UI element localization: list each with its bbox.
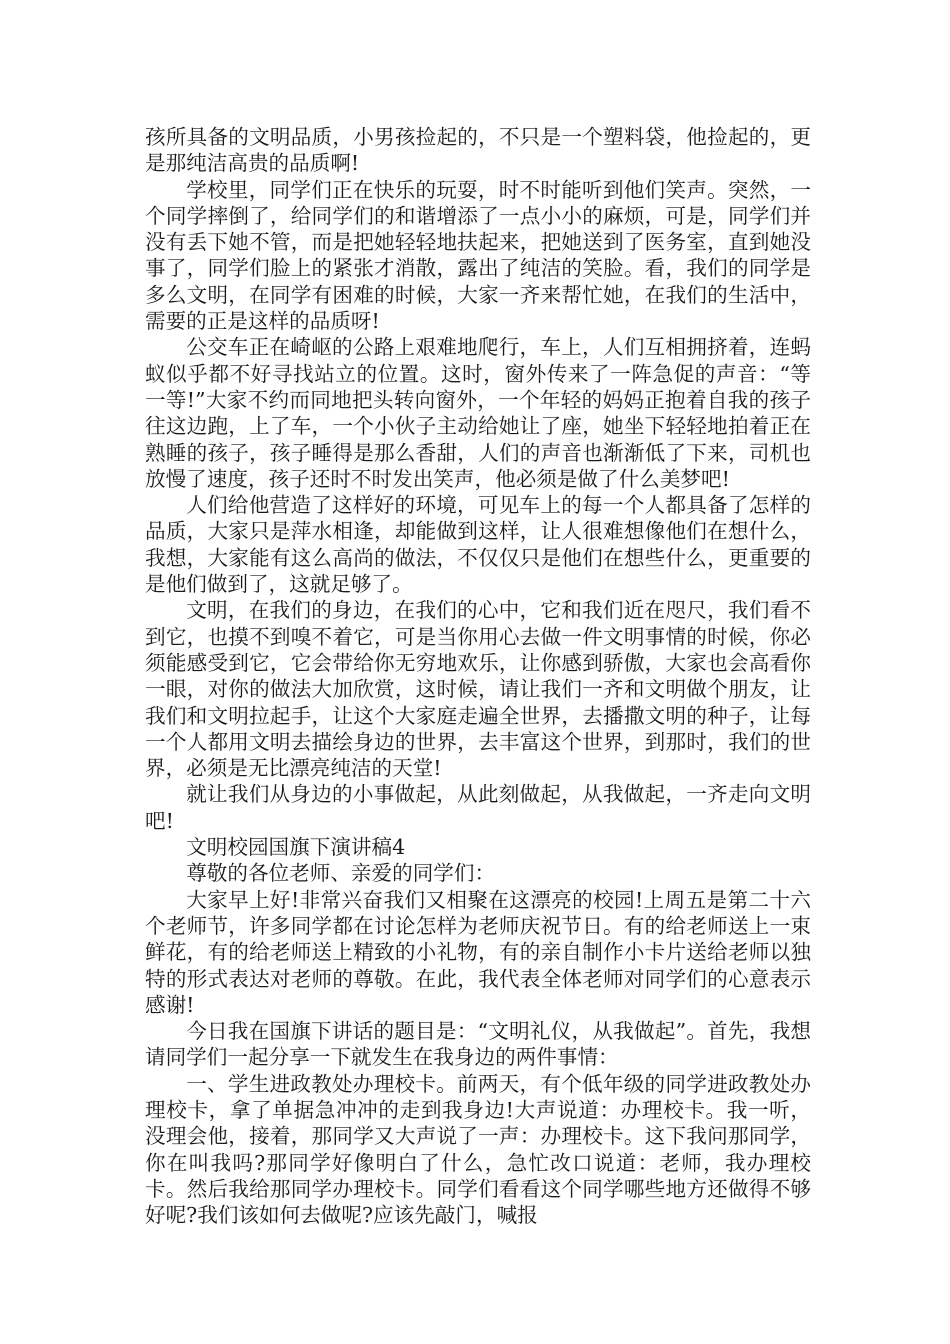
paragraph-school-playground: 学校里，同学们正在快乐的玩耍，时不时能听到他们笑声。突然，一个同学摔倒了，给同学们的和谐增添了一点小小的麻烦，可是，同学们并没有丢下她不管，而是把她轻轻地扶起来，把她送到了医务室，直到她没事了，同学们脸上的紧张才消散，露出了纯洁的笑脸。看，我们的同学是多么文明，在同学有困难的时候，大家一齐来帮忙她，在我们的生活中，需要的正是这样的品质呀! bbox=[145, 177, 811, 334]
paragraph-continuation: 孩所具备的文明品质，小男孩捡起的，不只是一个塑料袋，他捡起的，更是那纯洁高贵的品质啊! bbox=[145, 125, 811, 176]
paragraph-bus: 公交车正在崎岖的公路上艰难地爬行，车上，人们互相拥挤着，连蚂蚁似乎都不好寻找站立的位置。这时，窗外传来了一阵急促的声音：“等一等!”大家不约而同地把头转向窗外，一个年轻的妈妈正抱着自我的孩子往这边跑，上了车，一个小伙子主动给她让了座，她坐下轻轻地拍着正在熟睡的孩子，孩子睡得是那么香甜，人们的声音也渐渐低了下来，司机也放慢了速度，孩子还时不时发出笑声，他必须是做了什么美梦吧! bbox=[145, 335, 811, 491]
paragraph-civilization: 文明，在我们的身边，在我们的心中，它和我们近在咫尺，我们看不到它，也摸不到嗅不着它，可是当你用心去做一件文明事情的时候，你必须能感受到它，它会带给你无穷地欢乐，让你感到骄傲，大家也会高看你一眼，对你的做法大加欣赏，这时候，请让我们一齐和文明做个朋友，让我们和文明拉起手，让这个大家庭走遍全世界，去播撒文明的种子，让每一个人都用文明去描绘身边的世界，去丰富这个世界，到那时，我们的世界，必须是无比漂亮纯洁的天堂! bbox=[145, 598, 811, 781]
paragraph-environment: 人们给他营造了这样好的环境，可见车上的每一个人都具备了怎样的品质，大家只是萍水相逢，却能做到这样，让人很难想像他们在想什么，我想，大家能有这么高尚的做法，不仅仅只是他们在想些什么，更重要的是他们做到了，这就足够了。 bbox=[145, 493, 811, 597]
paragraph-topic: 今日我在国旗下讲话的题目是：“文明礼仪，从我做起”。首先，我想请同学们一起分享一下就发生在我身边的两件事情： bbox=[145, 1019, 811, 1070]
paragraph-greeting: 大家早上好!非常兴奋我们又相聚在这漂亮的校园!上周五是第二十六个老师节，许多同学都在讨论怎样为老师庆祝节日。有的给老师送上一束鲜花，有的给老师送上精致的小礼物，有的亲自制作小卡片送给老师以独特的形式表达对老师的尊敬。在此，我代表全体老师对同学们的心意表示感谢! bbox=[145, 887, 811, 1017]
paragraph-closing: 就让我们从身边的小事做起，从此刻做起，从我做起，一齐走向文明吧! bbox=[145, 782, 811, 833]
speech-salutation: 尊敬的各位老师、亲爱的同学们： bbox=[186, 861, 496, 886]
speech-title: 文明校园国旗下演讲稿4 bbox=[186, 835, 406, 860]
paragraph-story-one: 一、学生进政教处办理校卡。前两天，有个低年级的同学进政教处办理校卡，拿了单据急冲冲的走到我身边!大声说道：办理校卡。我一听，没理会他，接着，那同学又大声说了一声：办理校卡。这下我问那同学，你在叫我吗?那同学好像明白了什么，急忙改口说道：老师，我办理校卡。然后我给那同学办理校卡。同学们看看这个同学哪些地方还做得不够好呢?我们该如何去做呢?应该先敲门，喊报 bbox=[145, 1071, 811, 1228]
document-page bbox=[145, 124, 811, 1228]
